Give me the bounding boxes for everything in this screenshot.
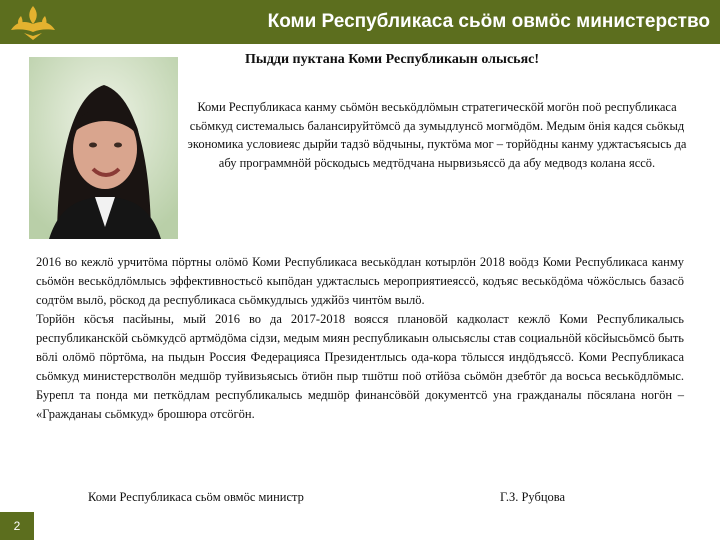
signature-position: Коми Республикаса сьӧм овмӧс министр (88, 490, 304, 504)
body-paragraph: 2016 во кежлӧ урчитӧма пӧртны олӧмӧ Коми Республикаса веськӧдлан котырлӧн 2018 воӧдз Коми Республикаса канму сьӧмӧн веськӧдлӧмлысь эффективностьсӧ кыпӧдан уджтаслысь мероприятиеяссӧ, кодъяс веськӧдӧма чӧжӧслысь базасӧ содтӧм вылӧ, рӧскод да республикаса сьӧмкудлысь уджйӧз чинтӧм вылӧ. (36, 255, 684, 307)
page-number: 2 (0, 512, 34, 540)
body-paragraph: Торйӧн кӧсъя пасйыны, мый 2016 во да 2017-2018 воясся плановӧй кадколаст кежлӧ Коми Республикалысь республиканскӧй сьӧмкудсӧ артмӧдӧма сідзи, медым миян республикаын олысьяслы став социальнӧй кӧсйысьӧмсӧ быть вӧлі олӧмӧ пӧртӧма, на пыдын Россия Федерацияса Президентлысь ода-кора тӧлысся индӧдъяссӧ. Коми Республикаса сьӧмкуд министерстволӧн медшӧр туйвизьясысь ӧтиӧн пыр тшӧтш поӧ отйӧза сьӧмӧн дзебтӧг да восьса веськӧдлӧмыс. Бурепл та понда ми петкӧдлам республикалысь медшӧр финансӧвӧй документсӧ уна гражданалы пӧсялана ногӧн – «Гражданаы сьӧмкуд» брошюра отсӧгӧн. (36, 312, 684, 421)
greeting-heading: Пыдди пуктана Коми Республикаын олысьяс! (245, 52, 540, 67)
ministry-title: Коми Республикаса сьӧм овмӧс министерство (267, 11, 710, 32)
minister-portrait (29, 57, 178, 239)
header-bar (0, 0, 720, 44)
body-text (36, 253, 684, 424)
signature-name: Г.З. Рубцова (500, 490, 566, 504)
komi-emblem-icon (6, 2, 60, 44)
intro-paragraph: Коми Республикаса канму сьӧмӧн веськӧдлӧмын стратегическӧй могӧн поӧ республикаса сьӧмкуд системалысь балансируйтӧмсӧ да зумыдлунсӧ могмӧдӧм. Медым öнія кадся сьӧкыд экономика условиеяс дырйи тадзӧ вӧдчыны, пуктӧма мог – торйӧдны канму уджтасъясысь да абу программнӧй рӧскодысь медтӧдчана нырвизьяссӧ да абу медводз колана яссӧ. (187, 100, 687, 170)
